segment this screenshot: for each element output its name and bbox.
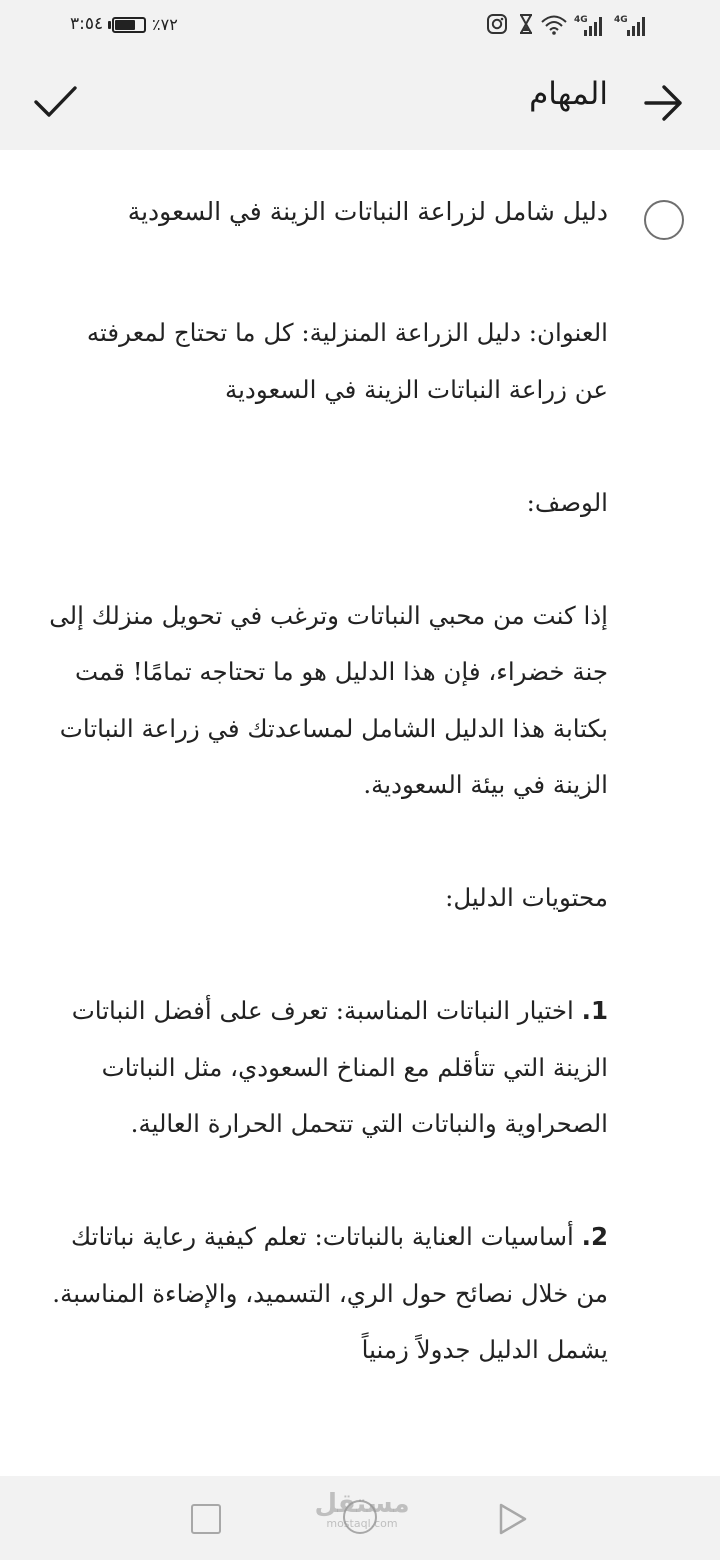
instagram-icon bbox=[486, 13, 508, 35]
list-item-text: أساسيات العناية بالنباتات: تعلم كيفية رعاية نباتاتك من خلال نصائح حول الري، التسميد، والإضاءة المناسبة. يشمل الدليل جدولاً زمنياً bbox=[52, 1222, 608, 1364]
system-nav-bar bbox=[0, 1476, 720, 1560]
recents-button[interactable] bbox=[191, 1504, 221, 1534]
task-detail bbox=[0, 150, 720, 1476]
task-complete-radio[interactable] bbox=[644, 200, 684, 240]
list-item-text: اختيار النباتات المناسبة: تعرف على أفضل النباتات الزينة التي تتأقلم مع المناخ السعودي، مثل النباتات الصحراوية والنباتات التي تتحمل الحرارة العالية. bbox=[71, 996, 608, 1138]
signal-icon-1 bbox=[574, 13, 604, 39]
notes-paragraph: العنوان: دليل الزراعة المنزلية: كل ما تحتاج لمعرفته عن زراعة النباتات الزينة في السعودية bbox=[86, 318, 608, 404]
back-button[interactable] bbox=[636, 80, 688, 126]
battery-cap bbox=[108, 21, 111, 29]
triangle-back-icon bbox=[497, 1502, 529, 1536]
watermark-logo bbox=[312, 1490, 412, 1530]
status-bar bbox=[0, 0, 720, 52]
list-item bbox=[48, 1209, 608, 1379]
network-label-2: 4G bbox=[614, 15, 628, 25]
status-time: ٣:٥٤ bbox=[70, 14, 104, 34]
arrow-right-icon bbox=[636, 80, 688, 126]
list-item bbox=[48, 983, 608, 1153]
network-label-1: 4G bbox=[574, 15, 588, 25]
signal-icon-2 bbox=[614, 13, 650, 39]
app-bar bbox=[0, 52, 720, 150]
task-notes[interactable] bbox=[48, 305, 608, 1435]
list-item-number: 2. bbox=[581, 1222, 608, 1251]
watermark-text: مستقل bbox=[314, 1489, 410, 1519]
page-title: المهام bbox=[529, 76, 608, 112]
list-item-number: 1. bbox=[581, 996, 608, 1025]
watermark-url: mostaql.com bbox=[326, 1517, 398, 1530]
wifi-icon bbox=[540, 13, 568, 35]
save-button[interactable] bbox=[30, 80, 82, 126]
check-icon bbox=[30, 80, 82, 126]
contents-heading: محتويات الدليل: bbox=[445, 883, 608, 912]
notes-paragraph: الوصف: bbox=[526, 487, 608, 517]
battery-percent: ٪٧٢ bbox=[152, 15, 178, 34]
notes-paragraph: إذا كنت من محبي النباتات وترغب في تحويل منزلك إلى جنة خضراء، فإن هذا الدليل هو ما تحتاجه تمامًا! قمت بكتابة هذا الدليل الشامل لمساعدتك في زراعة النباتات الزينة في بيئة السعودية. bbox=[49, 600, 608, 799]
back-nav-button[interactable] bbox=[497, 1502, 529, 1536]
battery-icon bbox=[112, 17, 146, 33]
task-title[interactable]: دليل شامل لزراعة النباتات الزينة في السعودية bbox=[127, 197, 608, 226]
hourglass-icon bbox=[518, 13, 534, 35]
